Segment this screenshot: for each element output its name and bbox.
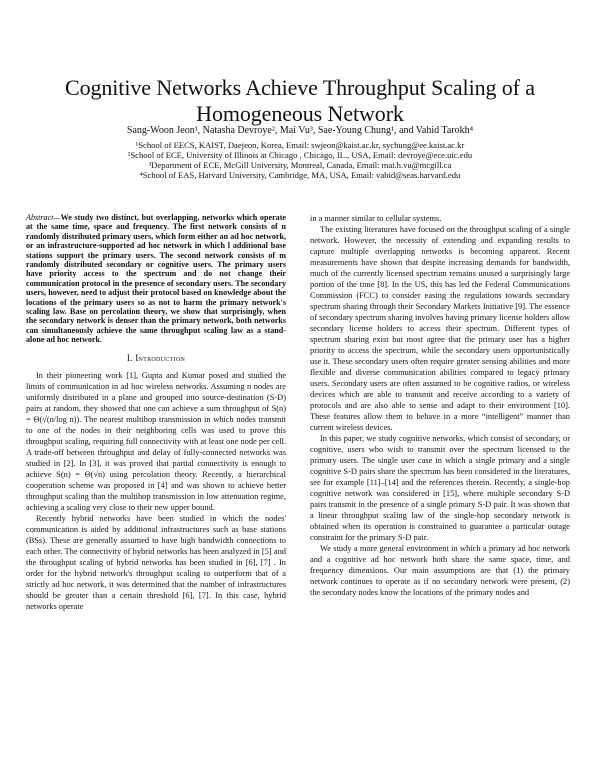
section-heading: I. Introduction — [126, 352, 186, 363]
paper-title: Cognitive Networks Achieve Throughput Scaling of a Homogeneous Network — [65, 74, 535, 126]
body-paragraph: in a manner similar to cellular systems. — [310, 214, 442, 223]
body-paragraph: In this paper, we study cognitive networks, which consist of secondary, or cognitive, users who wish to transmit over the spectrum licensed to the primary users. The single user case in which a single primary and a single cognitive S-D pairs share the spectrum has been considered in the literatures, see for example [11]–[14] and the references therein. Recently, a single-hop cognitive network was considered in [15], where multiple secondary S-D pairs transmit in the presence of a single primary S-D pair. It was shown that a linear throughput scaling law of the single-hop secondary network is obtained when its operation is constrained to guarantee a particular outage constraint for the primary S-D pair. — [310, 434, 570, 542]
body-paragraph: In their pioneering work [1], Gupta and Kumar posed and studied the limits of communication in ad hoc wireless networks. Assuming n nodes are uniformly distributed in a plane and grouped into source-destination (S-D) pairs at random, they showed that one can achieve a sum throughput of S(n) = Θ(√(n/log n)). The nearest multihop transmission in which nodes transmit to one of the nodes in their neighboring cells was used to prove this throughput scaling, requiring full connectivity with at least one node per cell. A trade-off between throughput and delay of fully-connected networks was studied in [2]. In [3], it was proved that partial connectivity is enough to achieve S(n) = Θ(√n) using percolation theory. Recently, a hierarchical cooperation scheme was proposed in [4] and was shown to achieve better throughput scaling than the multihop transmission in low attenuation regime, achieving a scaling very close to their new upper bound. — [26, 370, 286, 512]
body-paragraph: Recently hybrid networks have been studied in which the nodes' communication is aided by additional infrastructures such as base stations (BSs). These are generally assumed to have high bandwidth connections to each other. The connectivity of hybrid networks has been analyzed in [5] and the throughput scaling of hybrid networks has been studied in [6], [7] . In order for the hybrid network's throughput scaling to outperform that of a strictly ad hoc network, it was determined that the number of infrastructures should be greater than a certain threshold [6], [7]. In this case, hybrid networks operate — [26, 513, 286, 611]
left-column — [26, 213, 286, 612]
right-column — [310, 213, 570, 598]
affiliation-line: ³Department of ECE, McGill University, Montreal, Canada, Email: mai.h.vu@mcgill.ca — [148, 160, 452, 170]
author-block — [20, 125, 580, 180]
author-names: Sang-Woon Jeon¹, Natasha Devroye², Mai Vu³, Sae-Young Chung¹, and Vahid Tarokh⁴ — [126, 125, 474, 136]
affiliation-line: ¹School of EECS, KAIST, Daejeon, Korea, Email: swjeon@kaist.ac.kr, sychung@ee.kaist.ac.kr — [135, 140, 465, 150]
body-paragraph: The existing literatures have focused on the throughput scaling of a single network. However, the necessity of extending and expanding results to capture multiple overlapping networks is becoming apparent. Recent measurements have shown that despite increasing demands for bandwidth, much of the currently licensed spectrum remains unused a surprisingly large portion of the time [8]. In the US, this has led the Federal Communications Commission (FCC) to consider easing the regulations towards secondary spectrum sharing through their Secondary Markets Initiative [9]. The essence of secondary spectrum sharing involves having primary license holders allow secondary license holders to access their spectrum. Different types of spectrum sharing exist but most agree that the primary user has a higher priority to access the spectrum, while the secondary users opportunistically use it. These secondary users often require greater sensing abilities and more flexible and diverse communication abilities compared to legacy primary users. Secondary users are often assumed to be cognitive radios, or wireless devices which are able to transmit and receive according to a variety of protocols and are also able to sense and adapt to their environment [10]. These features allow them to behave in a more “intelligent” manner than current wireless devices. — [310, 225, 570, 432]
affiliation-line: ²School of ECE, University of Illinois at Chicago , Chicago, IL., USA, Email: devroye@ece.uic.edu — [127, 150, 473, 160]
abstract-lead: Abstract— — [26, 213, 61, 222]
body-paragraph: We study a more general environment in which a primary ad hoc network and a cognitive ad hoc network both share the same space, time, and frequency dimensions. Our main assumptions are that (1) the primary network continues to operate as if no secondary network were present, (2) the secondary nodes know the locations of the primary nodes and — [310, 544, 570, 597]
abstract-body: We study two distinct, but overlapping, networks which operate at the same time, space and frequency. The first network consists of n randomly distributed primary users, which form either an ad hoc network, or an infrastructure-supported ad hoc network in which l additional base stations support the primary users. The second network consists of m randomly distributed secondary or cognitive users. The primary users have priority access to the spectrum and do not change their communication protocol in the presence of secondary users. The secondary users, however, need to adjust their protocol based on knowledge about the locations of the primary users so as not to harm the primary network's scaling law. Base on percolation theory, we show that surprisingly, when the secondary network is denser than the primary network, both networks can simultaneously achieve the same throughput scaling law as a stand-alone ad hoc network. — [26, 213, 286, 345]
affiliation-line: ⁴School of EAS, Harvard University, Cambridge, MA, USA, Email: vahid@seas.harvard.edu — [139, 170, 461, 180]
abstract — [26, 213, 286, 345]
